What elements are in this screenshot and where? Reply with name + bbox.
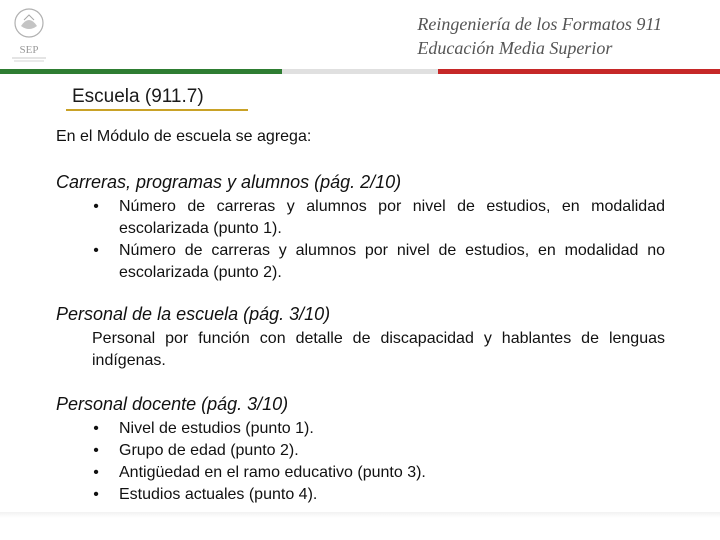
list-item-text: Nivel de estudios (punto 1). (119, 420, 314, 437)
list-item-text: Grupo de edad (punto 2). (119, 442, 299, 459)
rule-red (438, 69, 720, 74)
list-carreras (90, 196, 665, 284)
list-item (90, 196, 665, 240)
list-item (90, 462, 665, 484)
bullet-icon: • (93, 464, 99, 481)
header-title (417, 12, 662, 60)
list-item (90, 240, 665, 284)
rule-white (282, 69, 437, 74)
bottom-shadow (0, 512, 720, 518)
bullet-icon: • (93, 242, 99, 259)
section-title: Escuela (911.7) (72, 86, 204, 107)
list-item-text: Antigüedad en el ramo educativo (punto 3). (119, 464, 426, 481)
heading-carreras: Carreras, programas y alumnos (pág. 2/10) (56, 172, 402, 192)
heading-personal-docente: Personal docente (pág. 3/10) (56, 394, 289, 414)
bullet-icon: • (93, 486, 99, 503)
personal-escuela-text: Personal por función con detalle de discapacidad y hablantes de lenguas indígenas. (92, 330, 665, 369)
bullet-icon: • (93, 420, 99, 437)
intro-text: En el Módulo de escuela se agrega: (56, 128, 312, 145)
tricolor-rule (0, 69, 720, 74)
list-item-text: Número de carreras y alumnos por nivel de estudios, en modalidad escolarizada (punto 1). (119, 198, 665, 237)
list-item (90, 440, 665, 462)
header-title-line2: Educación Media Superior (417, 38, 613, 58)
list-docente (90, 418, 665, 506)
list-item-text: Estudios actuales (punto 4). (119, 486, 318, 503)
sep-logo (6, 6, 52, 64)
header-title-line1: Reingeniería de los Formatos 911 (417, 14, 662, 34)
bullet-icon: • (93, 442, 99, 459)
logo-text: SEP (19, 44, 39, 56)
heading-personal-escuela: Personal de la escuela (pág. 3/10) (56, 304, 331, 324)
list-item (90, 418, 665, 440)
title-underline (66, 109, 248, 111)
list-item-text: Número de carreras y alumnos por nivel de estudios, en modalidad no escolarizada (punto 2). (119, 242, 665, 281)
rule-green (0, 69, 282, 74)
bullet-icon: • (93, 198, 99, 215)
list-item (90, 484, 665, 506)
